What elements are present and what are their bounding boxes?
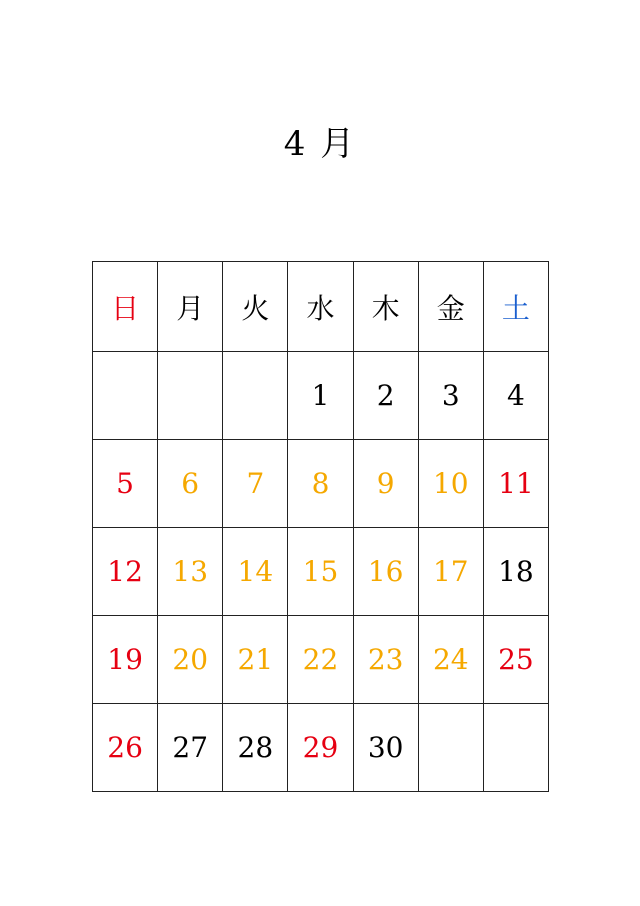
day-cell: 12 <box>93 528 158 616</box>
calendar-grid <box>92 261 549 792</box>
day-cell: 9 <box>353 440 418 528</box>
day-cell: 1 <box>288 352 353 440</box>
weekday-sun: 日 <box>93 262 158 352</box>
day-cell: 17 <box>418 528 483 616</box>
week-row <box>93 616 549 704</box>
day-cell: 29 <box>288 704 353 792</box>
week-row <box>93 440 549 528</box>
weekday-tue: 火 <box>223 262 288 352</box>
weekday-wed: 水 <box>288 262 353 352</box>
week-row <box>93 352 549 440</box>
day-cell: 10 <box>418 440 483 528</box>
day-cell <box>483 704 548 792</box>
day-cell <box>93 352 158 440</box>
weekday-fri: 金 <box>418 262 483 352</box>
week-row <box>93 704 549 792</box>
day-cell: 27 <box>158 704 223 792</box>
day-cell: 25 <box>483 616 548 704</box>
day-cell <box>158 352 223 440</box>
calendar-title: 4 月 <box>283 124 357 164</box>
weekday-thu: 木 <box>353 262 418 352</box>
day-cell: 18 <box>483 528 548 616</box>
day-cell: 8 <box>288 440 353 528</box>
week-row <box>93 528 549 616</box>
day-cell: 14 <box>223 528 288 616</box>
day-cell: 22 <box>288 616 353 704</box>
day-cell: 16 <box>353 528 418 616</box>
day-cell: 24 <box>418 616 483 704</box>
day-cell: 3 <box>418 352 483 440</box>
day-cell: 2 <box>353 352 418 440</box>
day-cell <box>418 704 483 792</box>
day-cell: 7 <box>223 440 288 528</box>
day-cell: 11 <box>483 440 548 528</box>
day-cell: 15 <box>288 528 353 616</box>
day-cell: 28 <box>223 704 288 792</box>
day-cell: 23 <box>353 616 418 704</box>
day-cell: 19 <box>93 616 158 704</box>
day-cell: 30 <box>353 704 418 792</box>
day-cell: 26 <box>93 704 158 792</box>
weekday-sat: 土 <box>483 262 548 352</box>
weekday-mon: 月 <box>158 262 223 352</box>
day-cell: 21 <box>223 616 288 704</box>
day-cell <box>223 352 288 440</box>
day-cell: 5 <box>93 440 158 528</box>
day-cell: 4 <box>483 352 548 440</box>
weekday-header-row <box>93 262 549 352</box>
day-cell: 13 <box>158 528 223 616</box>
day-cell: 6 <box>158 440 223 528</box>
day-cell: 20 <box>158 616 223 704</box>
